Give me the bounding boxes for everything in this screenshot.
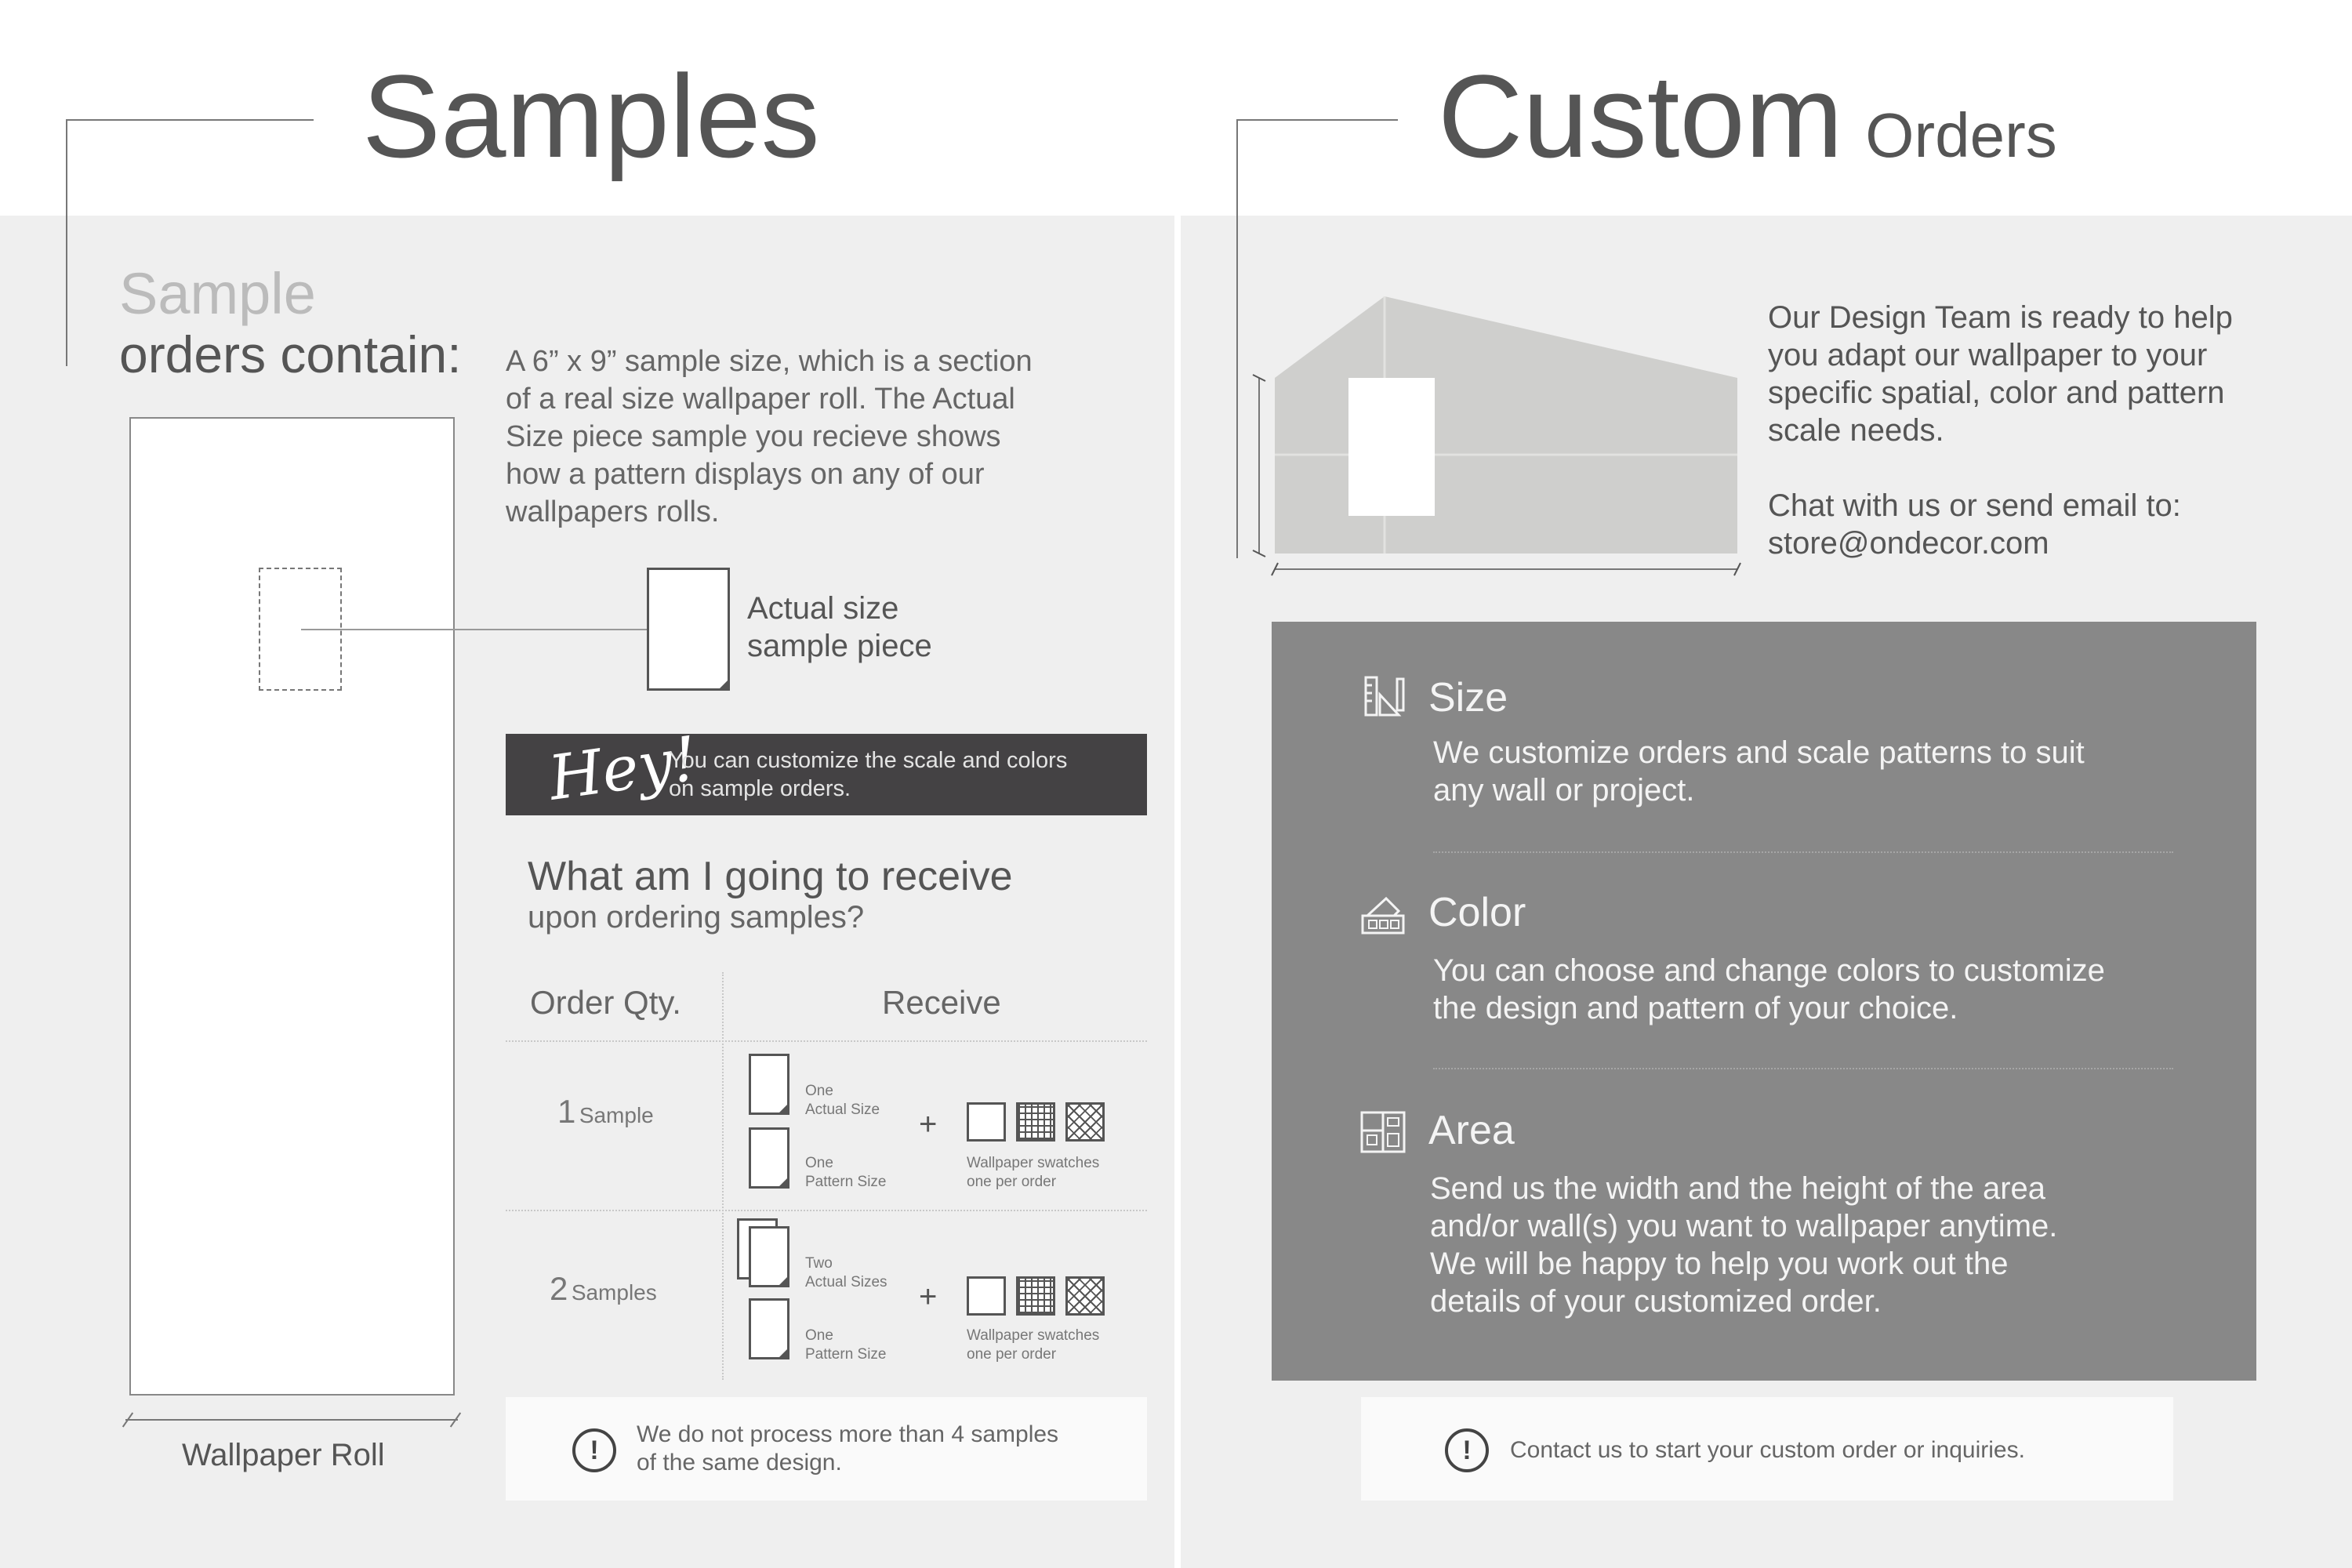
- samples-heading: Samples: [362, 50, 820, 182]
- row-item1-label: [805, 1254, 887, 1292]
- row-swatches-line: Wallpaper swatches: [967, 1155, 1100, 1171]
- description-line: how a pattern displays on any of our: [506, 458, 985, 491]
- row-qty-number: 1: [557, 1093, 576, 1130]
- custom-bracket-line: [1236, 119, 1398, 121]
- row-item1-line: One: [805, 1083, 833, 1099]
- feature-title-area: Area: [1428, 1108, 1515, 1153]
- floor-plan-icon: [1359, 1110, 1406, 1154]
- row-qty-number: 2: [550, 1270, 568, 1307]
- intro-line: Our Design Team is ready to help: [1768, 300, 2233, 335]
- exclamation-circle-icon: !: [572, 1428, 616, 1472]
- row-item2-label: [805, 1154, 887, 1192]
- row-item2-line: One: [805, 1327, 833, 1344]
- feature-line: We customize orders and scale patterns to suit: [1433, 735, 2085, 770]
- feature-line: Send us the width and the height of the area: [1430, 1171, 2046, 1206]
- room-wall-shape: [1275, 296, 1737, 554]
- description-line: of a real size wallpaper roll. The Actual: [506, 383, 1015, 416]
- table-row: [506, 1212, 1147, 1385]
- feature-line: any wall or project.: [1433, 773, 1695, 808]
- chat-line: Chat with us or send email to:: [1768, 488, 2181, 523]
- feature-title-color: Color: [1428, 890, 1526, 935]
- samples-bracket-vertical: [66, 119, 67, 366]
- row-item2-line: Pattern Size: [805, 1174, 887, 1190]
- table-header-order-qty: Order Qty.: [530, 984, 681, 1021]
- row-qty-word: Sample: [579, 1103, 654, 1127]
- orders-contain-label: orders contain:: [119, 325, 462, 383]
- feature-title-size: Size: [1428, 675, 1508, 720]
- feature-line: You can choose and change colors to customize: [1433, 953, 2105, 988]
- plus-sign: +: [919, 1279, 938, 1314]
- row-qty: [550, 1270, 657, 1308]
- color-swatch-icon: [1359, 894, 1408, 938]
- grid-swatch-icon: [1016, 1276, 1055, 1316]
- samples-description: [506, 343, 1033, 531]
- description-line: A 6” x 9” sample size, which is a section: [506, 345, 1033, 378]
- actual-size-label: [747, 590, 932, 665]
- row-swatches-line: Wallpaper swatches: [967, 1327, 1100, 1344]
- wallpaper-roll: [129, 417, 455, 1396]
- samples-limit-note-text: [637, 1421, 1058, 1477]
- actual-size-label-line: Actual size: [747, 591, 899, 626]
- actual-size-sample-icon: [647, 568, 730, 691]
- note-line: of the same design.: [637, 1450, 842, 1475]
- row-item2-line: One: [805, 1155, 833, 1171]
- table-header-receive: Receive: [882, 984, 1001, 1021]
- actual-size-sheet-icon: [749, 1226, 789, 1287]
- custom-intro: [1768, 299, 2233, 562]
- lattice-swatch-icon: [1065, 1102, 1105, 1142]
- row-item1-label: [805, 1082, 880, 1120]
- plain-swatch-icon: [967, 1276, 1006, 1316]
- custom-heading-small: Orders: [1865, 100, 2057, 170]
- row-item2-line: Pattern Size: [805, 1346, 887, 1363]
- feature-line: We will be happy to help you work out the: [1430, 1247, 2009, 1281]
- exclamation-circle-icon: !: [1445, 1428, 1489, 1472]
- note-line: We do not process more than 4 samples: [637, 1421, 1059, 1447]
- contact-note-text: Contact us to start your custom order or inquiries.: [1510, 1437, 2025, 1463]
- table-header-divider: [506, 1040, 1147, 1042]
- feature-line: and/or wall(s) you want to wallpaper anytime.: [1430, 1209, 2058, 1243]
- ruler-pencil-icon: [1363, 674, 1406, 718]
- plus-sign: +: [919, 1107, 938, 1142]
- sample-label: Sample: [119, 261, 316, 326]
- plain-swatch-icon: [967, 1102, 1006, 1142]
- row-swatches-line: one per order: [967, 1174, 1057, 1190]
- row-qty-word: Samples: [571, 1280, 657, 1305]
- custom-bracket-vertical: [1236, 119, 1238, 558]
- description-line: wallpapers rolls.: [506, 495, 720, 528]
- row-item2-label: [805, 1327, 887, 1364]
- roll-dimension-line: [125, 1419, 458, 1421]
- room-wall-illustration: [1247, 290, 1748, 580]
- row-item1-line: Actual Size: [805, 1102, 880, 1118]
- feature-text-size: [1433, 734, 2085, 809]
- table-row: [506, 1043, 1147, 1209]
- contact-email[interactable]: store@ondecor.com: [1768, 526, 2049, 561]
- feature-text-area: [1430, 1170, 2057, 1320]
- row-qty: [557, 1093, 654, 1131]
- receive-question-title: What am I going to receive: [528, 854, 1013, 899]
- pattern-size-sheet-icon: [749, 1298, 789, 1359]
- intro-line: scale needs.: [1768, 413, 1944, 448]
- hey-message: [669, 746, 1067, 803]
- row-item1-line: Actual Sizes: [805, 1274, 887, 1290]
- samples-bracket-line: [66, 119, 314, 121]
- actual-size-sheet-icon: [749, 1054, 789, 1115]
- table-row-divider: [506, 1210, 1147, 1211]
- custom-heading: [1438, 45, 2057, 206]
- hey-message-line: You can customize the scale and colors: [669, 748, 1068, 773]
- intro-line: you adapt our wallpaper to your: [1768, 338, 2208, 372]
- feature-line: details of your customized order.: [1430, 1284, 1882, 1319]
- grid-swatch-icon: [1016, 1102, 1055, 1142]
- custom-heading-big: Custom: [1438, 50, 1843, 182]
- room-window: [1348, 378, 1435, 516]
- roll-to-sample-connector: [301, 629, 689, 630]
- intro-line: specific spatial, color and pattern: [1768, 376, 2225, 410]
- feature-text-color: [1433, 952, 2105, 1027]
- receive-question-subtitle: upon ordering samples?: [528, 900, 865, 935]
- hey-message-line: on sample orders.: [669, 776, 851, 801]
- lattice-swatch-icon: [1065, 1276, 1105, 1316]
- hey-script-word: Hey!: [544, 724, 702, 815]
- description-line: Size piece sample you recieve shows: [506, 420, 1001, 453]
- actual-size-label-line: sample piece: [747, 629, 932, 663]
- row-swatches-label: [967, 1154, 1099, 1192]
- row-item1-line: Two: [805, 1255, 833, 1272]
- row-swatches-line: one per order: [967, 1346, 1057, 1363]
- feature-divider: [1433, 1068, 2173, 1069]
- feature-divider: [1433, 851, 2173, 853]
- wallpaper-roll-label: Wallpaper Roll: [182, 1438, 385, 1472]
- feature-line: the design and pattern of your choice.: [1433, 991, 1958, 1025]
- row-swatches-label: [967, 1327, 1099, 1364]
- pattern-size-sheet-icon: [749, 1127, 789, 1189]
